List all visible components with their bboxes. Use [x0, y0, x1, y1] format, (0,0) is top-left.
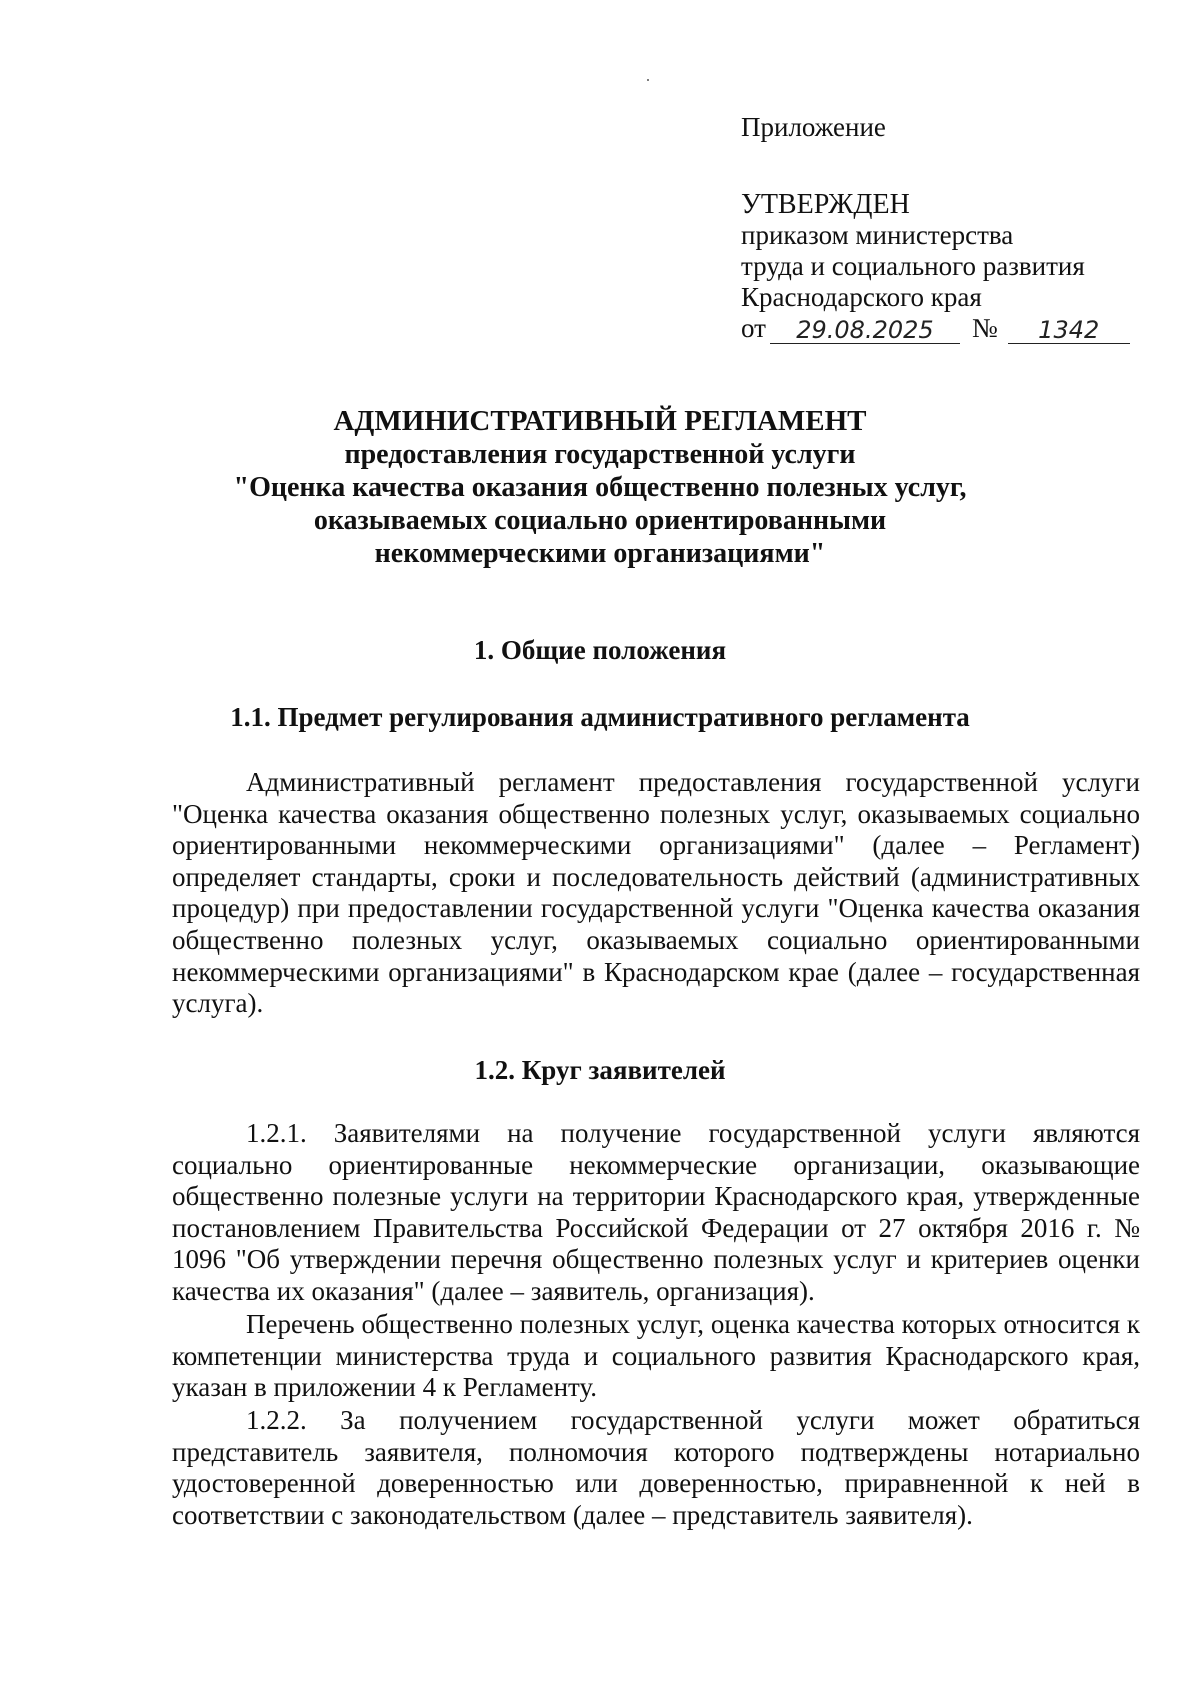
approval-line-2: труда и социального развития: [741, 251, 1085, 281]
approval-line-3: Краснодарского края: [741, 282, 982, 312]
title-line-2: предоставления государственной услуги: [344, 439, 856, 470]
paragraph-regulation-subject: Административный регламент предоставления государственной услуги "Оценка качества оказания общественно полезных услуг, оказываемых социально ориентированными некоммерческими организациями" (далее – Регламент) определяет стандарты, сроки и последовательность действий (административных процедур) при предоставлении государственной услуги "Оценка качества оказания общественно полезных услуг, оказываемых социально ориентированными некоммерческими организациями" в Краснодарском крае (далее – государственная услуга).: [172, 767, 1140, 1019]
number-label: №: [971, 313, 998, 343]
scan-speck: [647, 79, 649, 81]
approval-stamp-block: [741, 112, 1161, 344]
paragraph-1-2-1: 1.2.1. Заявителями на получение государственной услуги являются социально ориентированные некоммерческие организации, оказывающие общественно полезные услуги на территории Краснодарского края, утвержденные постановлением Правительства Российской Федерации от 27 октября 2016 г. № 1096 "Об утверждении перечня общественно полезных услуг и критериев оценки качества их оказания" (далее – заявитель, организация).: [172, 1118, 1140, 1306]
approved-label: УТВЕРЖДЕН: [741, 189, 910, 220]
paragraph-1-2-2: 1.2.2. За получением государственной услуги может обратиться представитель заявителя, полномочия которого подтверждены нотариально удостоверенной доверенностью или доверенностью, приравненной к ней в соответствии с законодательством (далее – представитель заявителя).: [172, 1405, 1140, 1530]
approval-line-1: приказом министерства: [741, 220, 1014, 250]
section-heading-1-2: 1.2. Круг заявителей: [474, 1055, 726, 1085]
title-main: АДМИНИСТРАТИВНЫЙ РЕГЛАМЕНТ: [333, 405, 867, 437]
document-title: [100, 405, 1100, 570]
title-line-4: оказываемых социально ориентированными: [313, 505, 887, 536]
title-line-5: некоммерческими организациями": [374, 538, 826, 569]
handwritten-date: 29.08.2025: [770, 318, 960, 344]
appendix-label: Приложение: [741, 112, 886, 142]
title-line-3: "Оценка качества оказания общественно полезных услуг,: [233, 472, 967, 503]
section-heading-1: 1. Общие положения: [473, 635, 727, 665]
section-heading-1-1: 1.1. Предмет регулирования административного регламента: [230, 702, 970, 732]
handwritten-number: 1342: [1008, 318, 1130, 344]
order-date-number-line: [741, 313, 1161, 344]
paragraph-services-list: Перечень общественно полезных услуг, оценка качества которых относится к компетенции министерства труда и социального развития Краснодарского края, указан в приложении 4 к Регламенту.: [172, 1309, 1140, 1403]
from-label: от: [741, 313, 766, 343]
